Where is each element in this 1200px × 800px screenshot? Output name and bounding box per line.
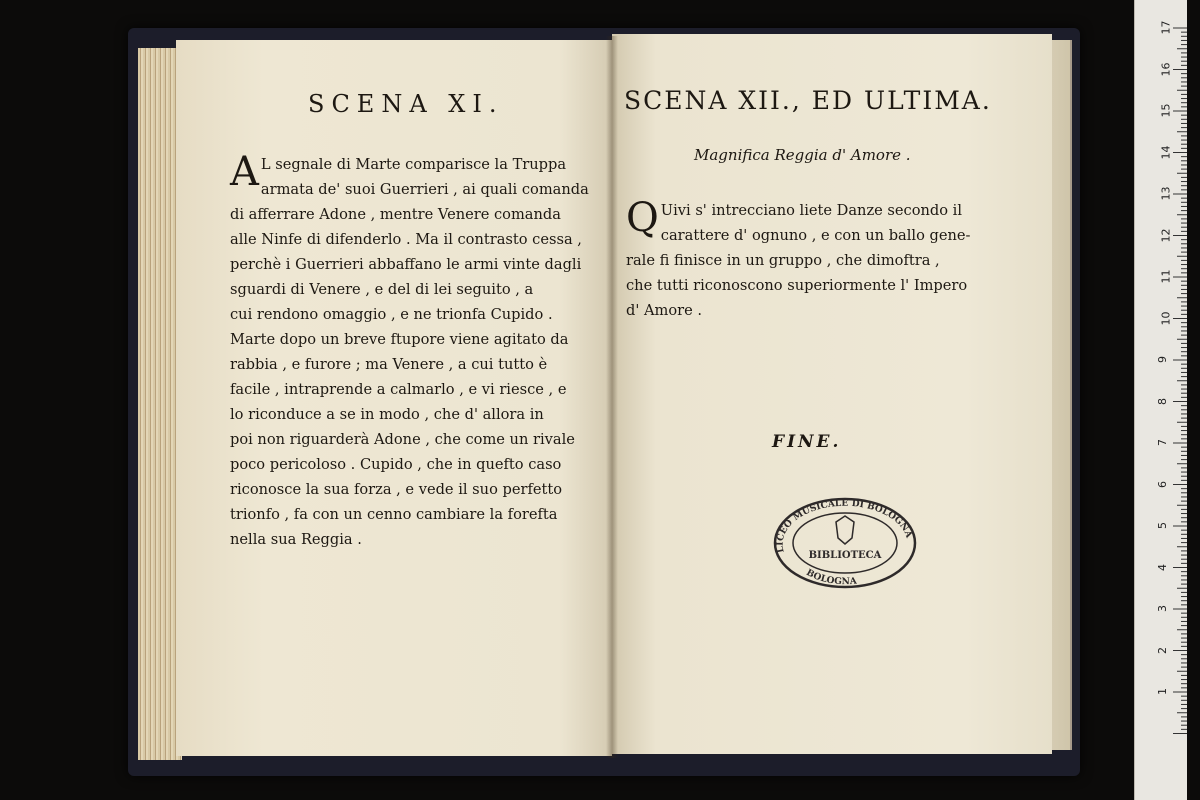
ruler-number: 3 — [1156, 605, 1169, 612]
text-line: riconosce la sua forza , e vede il suo perfetto — [230, 481, 563, 498]
text-line: facile , intraprende a calmarlo , e vi riesce , e — [230, 381, 567, 398]
scene-subtitle: Magnifica Reggia d' Amore . — [694, 146, 911, 164]
book-spine — [606, 36, 618, 758]
ruler-number: 13 — [1159, 186, 1173, 201]
ruler-number: 9 — [1156, 356, 1169, 363]
text-line: d' Amore . — [626, 302, 703, 319]
text-line: perchè i Guerrieri abbaffano le armi vinte dagli — [230, 256, 582, 273]
text-line: poco pericoloso . Cupido , che in quefto caso — [230, 456, 562, 473]
measuring-ruler — [1134, 0, 1187, 800]
ruler-number: 10 — [1159, 311, 1173, 325]
stamp-middle-text: BIBLIOTECA — [808, 550, 882, 561]
text-line: Marte dopo un breve ftupore viene agitato da — [230, 331, 569, 348]
svg-text:LICEO MUSICALE DI BOLOGNA — [776, 499, 914, 554]
ruler-number: 8 — [1156, 397, 1169, 405]
text-line: cui rendono omaggio , e ne trionfa Cupido . — [230, 306, 553, 323]
text-line: Uivi s' intrecciano liete Danze secondo il — [660, 202, 962, 219]
text-line: carattere d' ognuno , e con un ballo gene- — [660, 227, 971, 244]
text-line: che tutti riconoscono superiormente l' Impero — [626, 277, 968, 294]
left-page-heading: SCENA XI. — [308, 90, 504, 118]
text-line: rabbia , e furore ; ma Venere , a cui tutto è — [230, 356, 548, 373]
svg-text:BOLOGNA — [804, 568, 858, 587]
stamp-top-text: LICEO MUSICALE DI BOLOGNA — [775, 498, 914, 554]
left-dropcap: A — [230, 149, 259, 195]
left-page-paragraph — [230, 149, 600, 552]
ruler-number: 6 — [1156, 480, 1169, 488]
library-stamp — [772, 496, 918, 590]
ruler-number: 1 — [1156, 688, 1169, 695]
right-dropcap: Q — [626, 195, 659, 241]
right-page-paragraph — [626, 195, 1002, 323]
stamp-bottom-text: BOLOGNA — [804, 567, 858, 588]
ruler-number: 2 — [1156, 646, 1169, 654]
text-line: alle Ninfe di difenderlo . Ma il contrasto cessa , — [230, 231, 582, 248]
ruler-number: 14 — [1159, 145, 1173, 159]
ruler-number: 15 — [1159, 103, 1173, 118]
text-line: rale fi finisce in un gruppo , che dimoftra , — [626, 252, 940, 269]
text-line: armata de' suoi Guerrieri , ai quali comanda — [260, 181, 589, 198]
right-page — [612, 34, 1052, 754]
text-line: trionfo , fa con un cenno cambiare la forefta — [230, 506, 558, 523]
text-line: poi non riguarderà Adone , che come un rivale — [230, 431, 575, 448]
left-page — [176, 40, 612, 756]
ruler-number: 17 — [1159, 20, 1173, 35]
ruler-number: 5 — [1156, 522, 1169, 529]
fine-label: FINE. — [772, 432, 842, 452]
text-line: sguardi di Venere , e del di lei seguito , a — [230, 281, 534, 298]
text-line: lo riconduce a se in modo , che d' allora in — [230, 406, 544, 423]
text-line: di afferrare Adone , mentre Venere comanda — [230, 206, 561, 223]
ruler-number: 7 — [1156, 439, 1169, 446]
text-line: nella sua Reggia . — [230, 531, 362, 548]
ruler-number: 11 — [1159, 269, 1173, 284]
ruler-number: 4 — [1156, 563, 1169, 571]
text-line: L segnale di Marte comparisce la Truppa — [260, 156, 567, 173]
ruler-number: 16 — [1159, 62, 1173, 76]
right-page-heading: SCENA XII., ED ULTIMA. — [624, 86, 992, 115]
coat-of-arms-icon — [836, 516, 854, 544]
ruler-number: 12 — [1159, 228, 1173, 242]
